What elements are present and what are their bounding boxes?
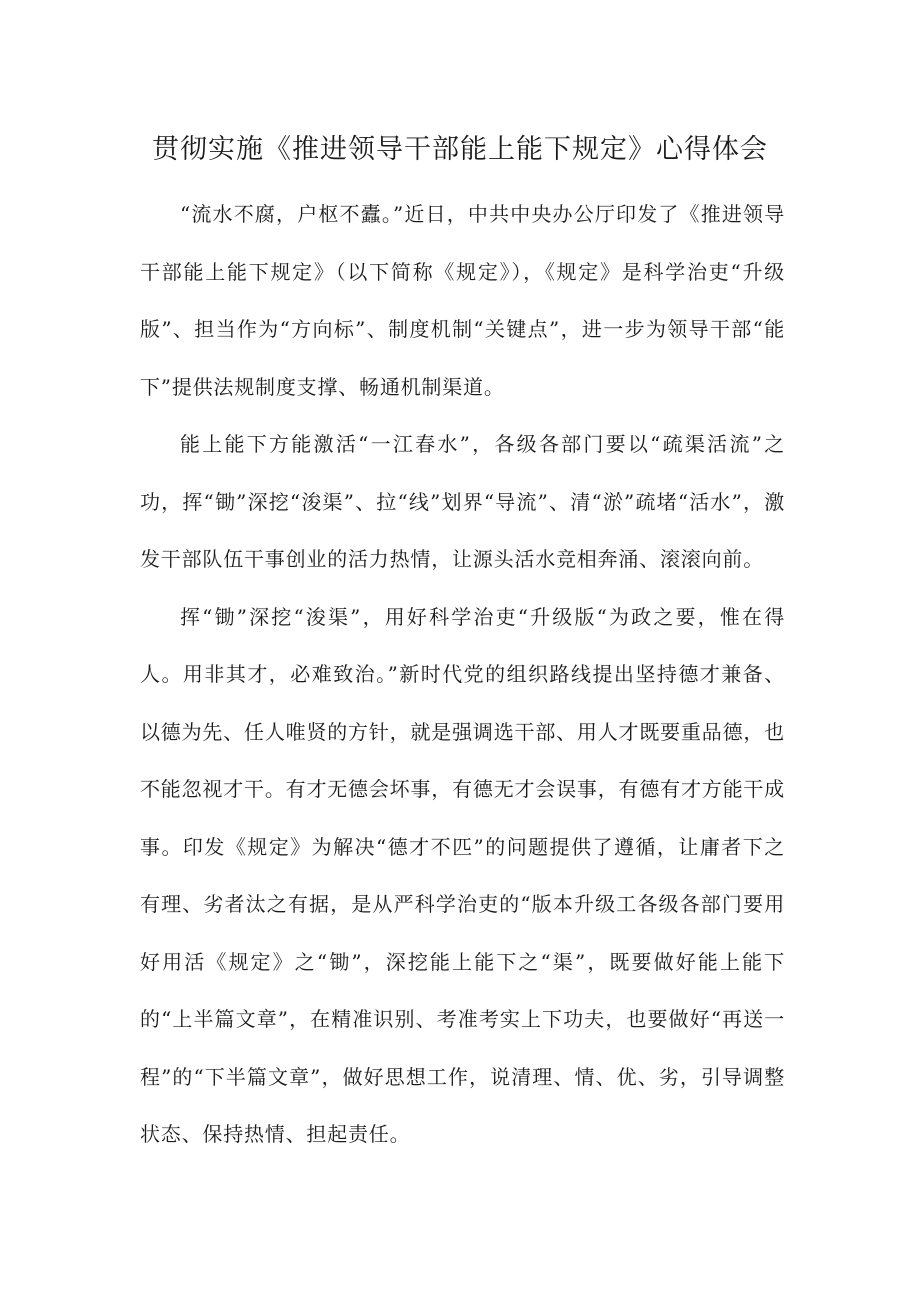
document-body: [140, 186, 785, 1164]
paragraph-2: 能上能下方能激活“一江春水”，各级各部门要以“疏渠活流”之功，挥“锄”深挖“浚渠”、拉“线”划界“导流”、清“淤”疏堵“活水”，激发干部队伍干事创业的活力热情，让源头活水竞相奔涌、滚滚向前。: [140, 432, 785, 571]
paragraph-1: “流水不腐，户枢不蠹。”近日，中共中央办公厅印发了《推进领导干部能上能下规定》（以下简称《规定》），《规定》是科学治吏“升级版”、担当作为“方向标”、制度机制“关键点”，进一步为领导干部“能下”提供法规制度支撑、畅通机制渠道。: [140, 202, 785, 399]
paragraph-3: 挥“锄”深挖“浚渠”，用好科学治吏“升级版“为政之要，惟在得人。用非其才，必难致治。”新时代党的组织路线提出坚持德才兼备、以德为先、任人唯贤的方针，就是强调选干部、用人才既要重品德，也不能忽视才干。有才无德会坏事，有德无才会误事，有德有才方能干成事。印发《规定》为解决“德才不匹”的问题提供了遵循，让庸者下之有理、劣者汰之有据，是从严科学治吏的“版本升级工各级各部门要用好用活《规定》之“锄”，深挖能上能下之“渠”，既要做好能上能下的“上半篇文章”，在精准识别、考准考实上下功夫，也要做好“再送一程”的“下半篇文章”，做好思想工作，说清理、情、优、劣，引导调整状态、保持热情、担起责任。: [140, 604, 785, 1146]
document-title: 贯彻实施《推进领导干部能上能下规定》心得体会: [152, 134, 768, 165]
